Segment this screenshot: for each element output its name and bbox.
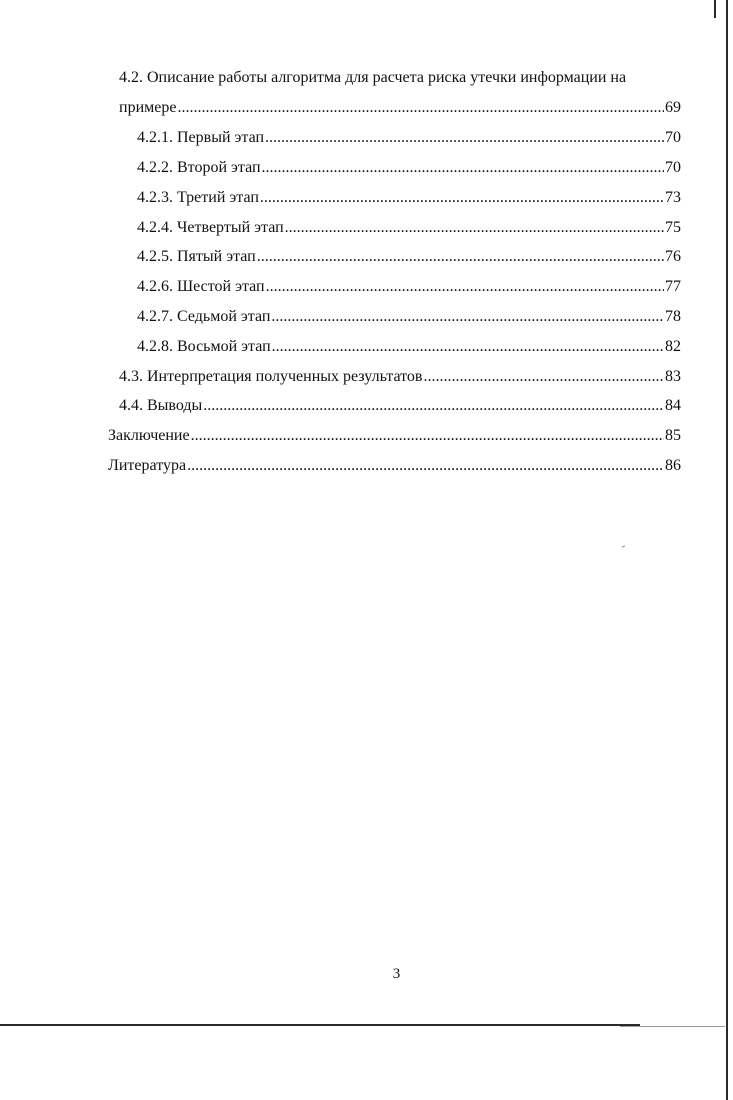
- toc-leader-dots: [187, 456, 664, 476]
- toc-entry-title: 4.3. Интерпретация полученных результатов: [119, 368, 423, 385]
- toc-entry-page: 70: [665, 159, 681, 176]
- toc-leader-dots: [260, 188, 664, 208]
- toc-entry-title: 4.4. Выводы: [119, 397, 203, 414]
- toc-entry-page: 77: [665, 278, 681, 295]
- toc-leader-dots: [257, 247, 664, 267]
- toc-leader-dots: [262, 158, 664, 178]
- toc-entry-page: 78: [665, 308, 681, 325]
- toc-entry-page: 84: [665, 397, 681, 414]
- toc-leader-dots: [423, 367, 664, 387]
- toc-entry-page: 76: [665, 248, 681, 265]
- toc-entry: [137, 218, 681, 238]
- scan-edge-bottom-faint: [620, 1026, 725, 1027]
- toc-entry: [108, 456, 681, 476]
- toc-entry-title: примере: [119, 99, 177, 116]
- toc-entry: [137, 128, 681, 148]
- toc-entry: [137, 247, 681, 267]
- toc-entry-title: 4.2.8. Восьмой этап: [137, 338, 271, 355]
- toc-leader-dots: [266, 277, 664, 297]
- toc-leader-dots: [177, 98, 664, 118]
- toc-entry-4-2-heading: 4.2. Описание работы алгоритма для расчета риска утечки информации на: [119, 69, 627, 86]
- toc-entry-title: 4.2.5. Пятый этап: [137, 248, 256, 265]
- toc-entry: [137, 158, 681, 178]
- scan-speck: [622, 546, 625, 548]
- toc-entry-title: 4.2.3. Третий этап: [137, 189, 259, 206]
- toc-entry-title: 4.2.2. Второй этап: [137, 159, 261, 176]
- toc-leader-dots: [271, 307, 664, 327]
- toc-entry-page: 82: [665, 338, 681, 355]
- toc-entry: [108, 426, 681, 446]
- toc-leader-dots: [285, 218, 664, 238]
- toc-entry-title: 4.2.4. Четвертый этап: [137, 219, 284, 236]
- toc-entry: [137, 307, 681, 327]
- toc-leader-dots: [272, 337, 664, 357]
- toc-entry-title: 4.2.7. Седьмой этап: [137, 308, 271, 325]
- toc-leader-dots: [265, 128, 664, 148]
- toc-entry-page: 70: [665, 129, 681, 146]
- toc-entry-page: 73: [665, 189, 681, 206]
- toc-entry-page: 69: [665, 99, 681, 116]
- toc-entry: [119, 98, 681, 118]
- toc-entry-page: 86: [665, 457, 681, 474]
- toc-entry: [137, 188, 681, 208]
- toc-entry-title: Литература: [108, 457, 187, 474]
- toc-entry: [137, 277, 681, 297]
- page-number: 3: [392, 966, 401, 982]
- toc-entry: [137, 337, 681, 357]
- toc-entry-page: 85: [665, 427, 681, 444]
- scan-edge-mark: [714, 0, 716, 18]
- toc-entry-title: 4.2.6. Шестой этап: [137, 278, 265, 295]
- scan-edge-bottom: [0, 1024, 640, 1026]
- toc-entry-title: 4.2.1. Первый этап: [137, 129, 265, 146]
- toc-entry: [119, 396, 681, 416]
- toc-entry-page: 75: [665, 219, 681, 236]
- toc-entry-page: 83: [665, 368, 681, 385]
- toc-leader-dots: [203, 396, 664, 416]
- scan-edge-right: [726, 0, 728, 1100]
- toc-entry-title: Заключение: [108, 427, 190, 444]
- toc-entry: [119, 367, 681, 387]
- toc-leader-dots: [191, 426, 664, 446]
